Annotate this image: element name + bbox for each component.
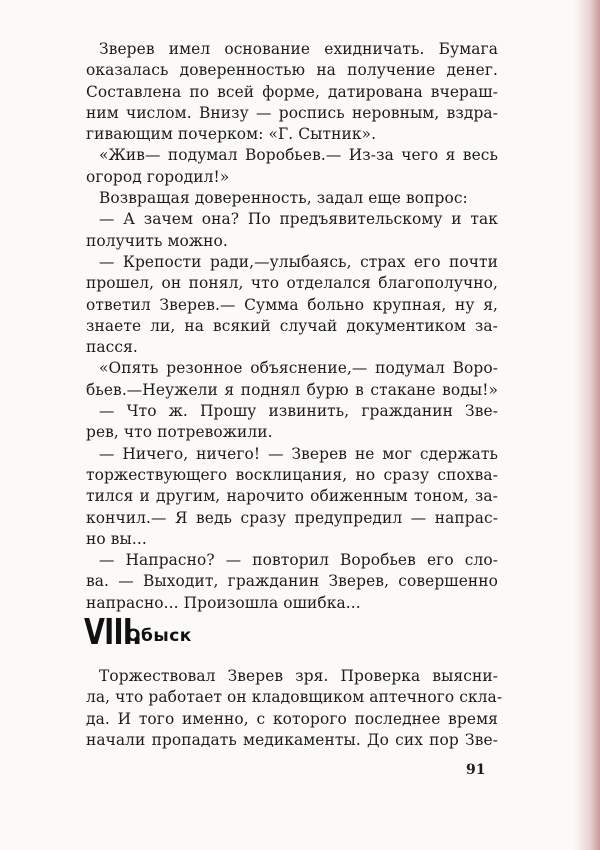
- text-line: начали пропадать медикаменты. До сих пор Зве-: [86, 730, 498, 749]
- text-line: Возвращая доверенность, задал еще вопрос:: [99, 189, 468, 208]
- text-line: «Жив— подумал Воробьев.— Из-за чего я весь: [99, 146, 498, 165]
- text-line: получить можно.: [86, 231, 228, 250]
- text-line: — Напрасно? — повторил Воробьев его сло-: [99, 551, 498, 570]
- text-line: знаете ли, на всякий случай документиком за-: [86, 316, 498, 335]
- text-line: «Опять резонное объяснение,— подумал Воро-: [99, 359, 498, 378]
- text-line: ла, что работает он кладовщиком аптечного скла-: [86, 688, 503, 707]
- text-line: — А зачем она? По предъявительскому и так: [99, 210, 498, 229]
- text-line: — Ничего, ничего! — Зверев не мог сдержать: [99, 444, 498, 463]
- text-line: Зверев имел основание ехидничать. Бумага: [99, 40, 498, 58]
- text-line: бьев.—Неужели я поднял бурю в стакане воды!»: [86, 380, 498, 399]
- text-line: пасся.: [86, 338, 138, 357]
- text-line: Составлена по всей форме, датирована вчераш-: [86, 82, 498, 101]
- text-line: гивающим почерком: «Г. Сытник».: [86, 125, 377, 144]
- text-line: торжествующего восклицания, но сразу спохва-: [86, 465, 498, 484]
- text-line: ва. — Выходит, гражданин Зверев, совершенно: [86, 572, 498, 591]
- text-line: кончил.— Я ведь сразу предупредил — напрас-: [86, 508, 498, 527]
- text-line: оказалась доверенностью на получение денег.: [86, 61, 498, 80]
- chapter-number: VIII.: [84, 612, 142, 653]
- text-line: напрасно... Произошла ошибка...: [86, 593, 361, 612]
- page-number: 91: [466, 762, 486, 778]
- text-line: ответил Зверев.— Сумма больно крупная, ну я,: [86, 295, 498, 314]
- text-line: ним числом. Внизу — роспись неровным, вздра-: [86, 103, 498, 122]
- text-line: но вы...: [86, 529, 147, 548]
- text-line: тился и другим, нарочито обиженным тоном, за-: [86, 487, 498, 506]
- chapter-heading: [84, 612, 192, 653]
- body-text-section-2: [86, 666, 503, 751]
- chapter-title: Обыск: [126, 626, 192, 646]
- text-line: рев, что потревожили.: [86, 423, 273, 442]
- text-line: огород городил!»: [86, 167, 230, 186]
- body-text-section-1: [86, 39, 498, 614]
- text-line: прошел, он понял, что отделался благополучно,: [86, 274, 498, 293]
- text-line: — Крепости ради,—улыбаясь, страх его почти: [99, 252, 498, 271]
- text-line: — Что ж. Прошу извинить, гражданин Зве-: [99, 402, 498, 421]
- page-edge-shadow: [574, 0, 600, 850]
- text-line: Торжествовал Зверев зря. Проверка выясни-: [99, 667, 498, 685]
- text-line: да. И того именно, с которого последнее время: [86, 709, 498, 728]
